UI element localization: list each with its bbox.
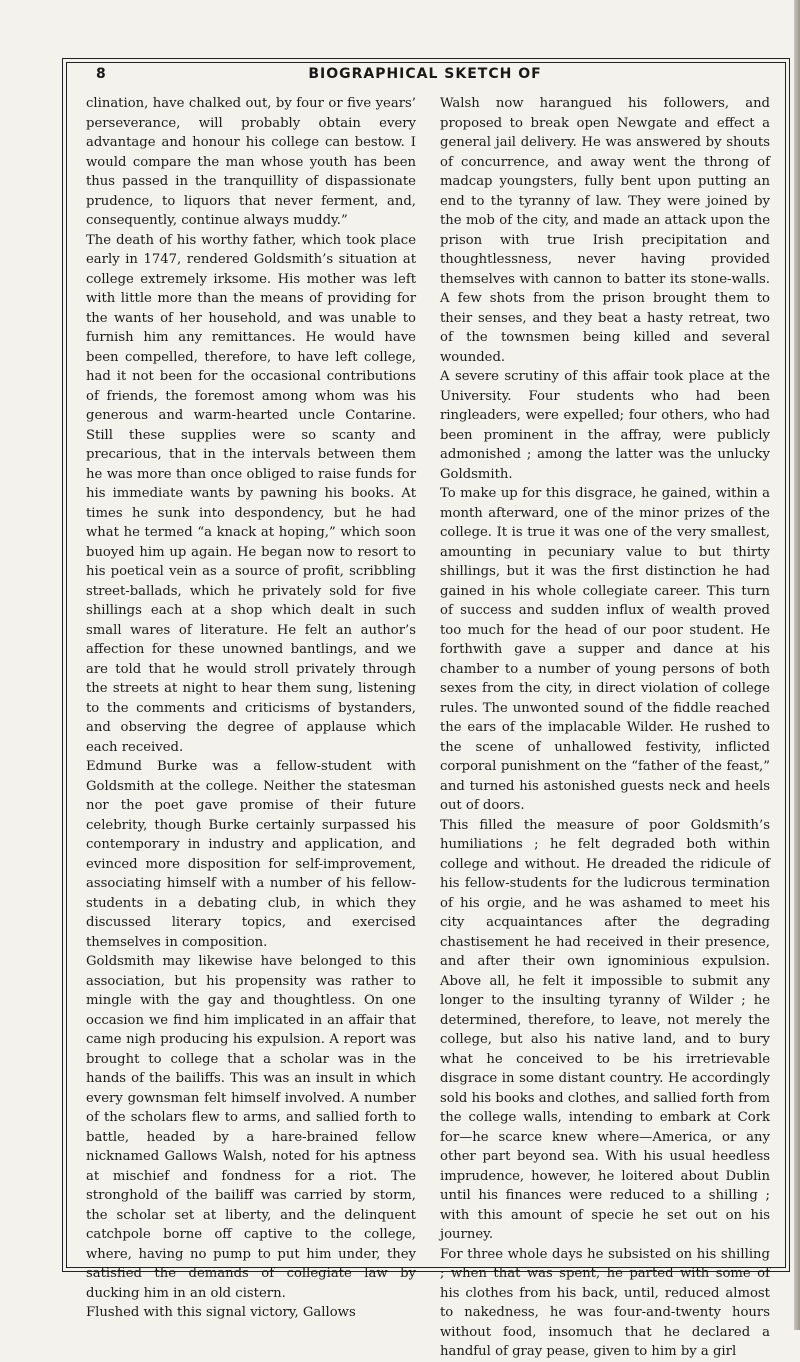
paragraph: clination, have chalked out, by four or five years’ perseverance, will probably obtain every advantage and honour his college can bestow. I would compare the man whose youth has been thus passed in the tranquillity of dispassionate prudence, to liquors that never ferment, and, consequently, continue always muddy.”: [86, 96, 416, 228]
running-head: BIOGRAPHICAL SKETCH OF: [308, 66, 542, 82]
page-edge-shadow: [794, 0, 800, 1330]
page-number: 8: [96, 66, 106, 82]
paragraph: A severe scrutiny of this affair took place at the University. Four students who had been ringleaders, were expelled; four others, who had been prominent in the affray, were publicly admonished ; among the latter was the unlucky Goldsmith.: [440, 369, 770, 482]
paragraph: To make up for this disgrace, he gained, within a month afterward, one of the minor prizes of the college. It is true it was one of the very smallest, amounting in pecuniary value to but thirty shillings, but it was the first distinction he had gained in his whole collegiate career. This turn of success and sudden influx of wealth proved too much for the head of our poor student. He forthwith gave a supper and dance at his chamber to a number of young persons of both sexes from the city, in direct violation of college rules. The unwonted sound of the fiddle reached the ears of the implacable Wilder. He rushed to the scene of unhallowed festivity, inflicted corporal punishment on the “father of the feast,” and turned his astonished guests neck and heels out of doors.: [440, 486, 770, 813]
left-column: [86, 94, 416, 1323]
paragraph: For three whole days he subsisted on his shilling ; when that was spent, he parted with some of his clothes from his back, until, reduced almost to nakedness, he was four-and-twenty hours without food, insomuch that he declared a handful of gray pease, given to him by a girl: [440, 1246, 770, 1359]
paragraph: Goldsmith may likewise have belonged to this association, but his propensity was rather to mingle with the gay and thoughtless. On one occasion we find him implicated in an affair that came nigh producing his expulsion. A report was brought to college that a scholar was in the hands of the bailiffs. This was an insult in which every gownsman felt himself involved. A number of the scholars flew to arms, and sallied forth to battle, headed by a hare-brained fellow nicknamed Gallows Walsh, noted for his aptness at mischief and fondness for a riot. The stronghold of the bailiff was carried by storm, the scholar set at liberty, and the delinquent catchpole borne off captive to the college, where, having no pump to put him under, they satisfied the demands of collegiate law by ducking him in an old cistern.: [86, 954, 416, 1301]
page-header: [80, 66, 770, 88]
paragraph: Walsh now harangued his followers, and proposed to break open Newgate and effect a general jail delivery. He was answered by shouts of concurrence, and away went the throng of madcap youngsters, fully bent upon putting an end to the tyranny of law. They were joined by the mob of the city, and made an attack upon the prison with true Irish precipitation and thoughtlessness, never having provided themselves with cannon to batter its stone-walls. A few shots from the prison brought them to their senses, and they beat a hasty retreat, two of the townsmen being killed and several wounded.: [440, 96, 770, 365]
paragraph: Edmund Burke was a fellow-student with Goldsmith at the college. Neither the statesman nor the poet gave promise of their future celebrity, though Burke certainly surpassed his contemporary in industry and application, and evinced more disposition for self-improvement, associating himself with a number of his fellow-students in a debating club, in which they discussed literary topics, and exercised themselves in composition.: [86, 759, 416, 950]
paragraph: Flushed with this signal victory, Gallows: [86, 1305, 356, 1320]
paragraph: This filled the measure of poor Goldsmith’s humiliations ; he felt degraded both within college and without. He dreaded the ridicule of his fellow-students for the ludicrous termination of his orgie, and he was ashamed to meet his city acquaintances after the degrading chastisement he had received in their presence, and after their own ignominious expulsion. Above all, he felt it impossible to submit any longer to the insulting tyranny of Wilder ; he determined, therefore, to leave, not merely the college, but also his native land, and to bury what he conceived to be his irretrievable disgrace in some distant country. He accordingly sold his books and clothes, and sallied forth from the college walls, intending to embark at Cork for—he scarce knew where—America, or any other part beyond sea. With his usual heedless imprudence, however, he loitered about Dublin until his finances were reduced to a shilling ; with this amount of specie he set out on his journey.: [440, 817, 770, 1242]
right-column: [440, 94, 770, 1362]
paragraph: The death of his worthy father, which took place early in 1747, rendered Goldsmith’s situation at college extremely irksome. His mother was left with little more than the means of providing for the wants of her household, and was unable to furnish him any remittances. He would have been compelled, therefore, to have left college, had it not been for the occasional contributions of friends, the foremost among whom was his generous and warm-hearted uncle Contarine. Still these supplies were so scanty and precarious, that in the intervals between them he was more than once obliged to raise funds for his immediate wants by pawning his books. At times he sunk into despondency, but he had what he termed “a knack at hoping,” which soon buoyed him up again. He began now to resort to his poetical vein as a source of profit, scribbling street-ballads, which he privately sold for five shillings each at a shop which dealt in such small wares of literature. He felt an author’s affection for these unowned bantlings, and we are told that he would stroll privately through the streets at night to hear them sung, listening to the comments and criticisms of bystanders, and observing the degree of applause which each received.: [86, 232, 416, 755]
